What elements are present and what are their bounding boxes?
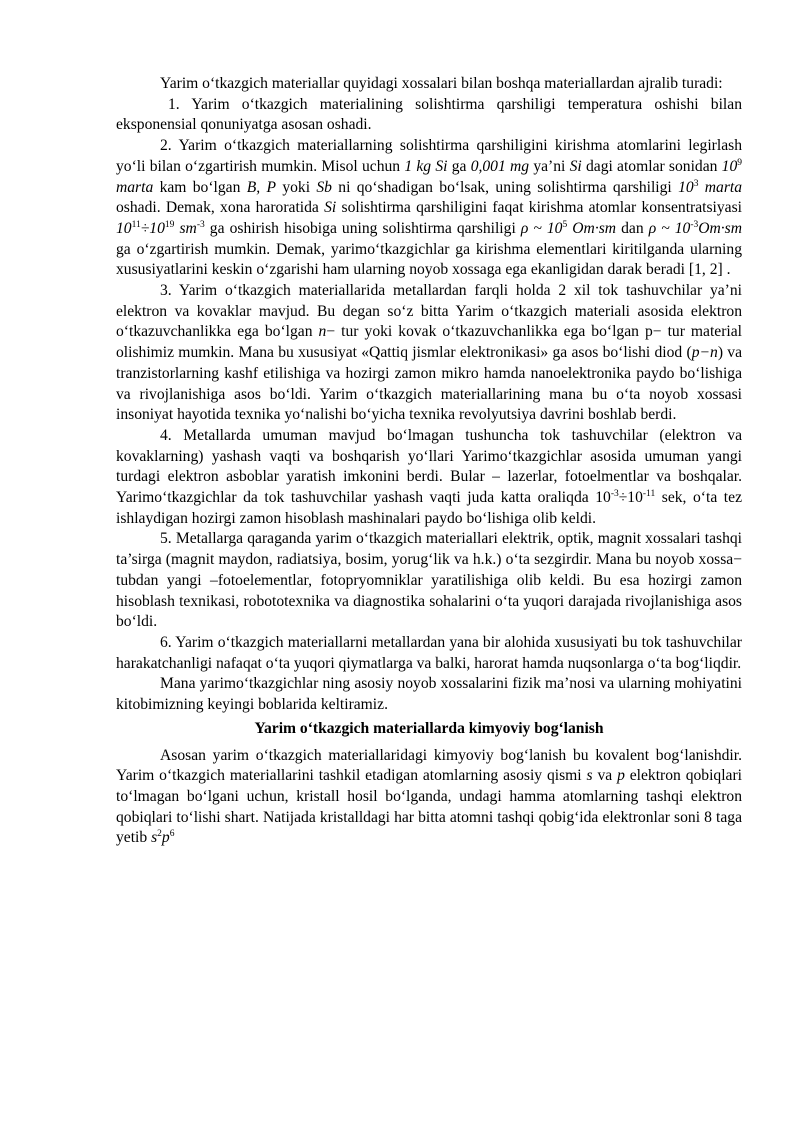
text-run: p (617, 767, 625, 785)
text-run: marta (116, 178, 154, 196)
text-run: ga (447, 157, 471, 175)
text-run: ) va tranzistorlarning kashf etilishiga va hozirgi zamon mikro hamda nanoelektronika paydo bo‘lishiga va rivojlanishiga asos bo‘ldi. Yarim o‘tkazgich materiallarining mana bu o‘ta noyob xossasi insoniyat hayotida texnika yo‘nalishi bo‘yicha texnika revolyutsiya davrini boshlab berdi. (116, 344, 742, 424)
paragraph-property-3 (116, 281, 742, 426)
text-run: 4. Metallarda umuman mavjud bo‘lmagan tushuncha tok tashuvchilar (elektron va kovaklarning) yashash vaqti va boshqarish yo‘llari Yarimo‘tkazgichlar asosida umuman yangi turdagi elektron asboblar yaratish imkonini berdi. Bular – lazerlar, fotoelmentlar va boshqalar. Yarimo‘tkazgichlar da tok tashuvchilar yashash vaqti juda katta oraliqda 10 (116, 426, 742, 507)
text-run: marta (698, 178, 743, 196)
text-run: p (161, 829, 170, 847)
text-run: Om·sm (567, 219, 617, 237)
text-run: ni qo‘shadigan bo‘lsak, uning solishtirma qarshiligi (331, 178, 679, 196)
paragraph-chemical-bonding (116, 746, 742, 850)
text-run: 2. Yarim o‘tkazgich materiallarning solishtirma qarshiligini kirishma atomlarini legirlash yo‘li bilan o‘zgartirish mumkin. Misol uchun (116, 137, 742, 175)
text-run: sm (174, 219, 197, 237)
text-run: 10 (678, 178, 694, 196)
superscript: -3 (690, 219, 699, 230)
text-run: sek, o‘ta tez ishlaydigan hozirgi zamon hisoblash mashinalari paydo bo‘lishiga olib keldi. (116, 489, 742, 527)
paragraph-intro: Yarim o‘tkazgich materiallar quyidagi xossalari bilan boshqa materiallardan ajralib turadi: (160, 75, 723, 92)
superscript: 9 (737, 157, 743, 168)
paragraph-property-5: 5. Metallarga qaraganda yarim o‘tkazgich materiallari elektrik, optik, magnit xossalari tashqi ta’sirga (magnit maydon, radiatsiya, bosim, yorug‘lik va h.k.) o‘ta sezgirdir. Mana bu noyob xossa− tubdan yangi –fotoelementlar, fotopryomniklar yaratilishiga olib keldi. Bu esa hozirgi zamon hisoblash texnikasi, robototexnika va diagnostika sohalarini o‘ta yuqori darajada rivojlanishiga asos bo‘ldi. (116, 530, 742, 631)
text-run: 3. Yarim o‘tkazgich materiallarida metallardan farqli holda 2 xil tok tashuvchilar ya’ni elektron va kovaklar mavjud. Bu degan so‘z bitta Yarim o‘tkazgich materiali asosida elektron o‘tkazuvchanlikka ega bo‘lgan (116, 282, 742, 341)
superscript: -3 (196, 219, 205, 230)
text-run: Si (324, 199, 337, 217)
superscript: 3 (693, 178, 699, 189)
text-run: ÷10 (140, 219, 165, 237)
text-run: Si (569, 157, 582, 175)
text-run: 10 (116, 219, 132, 237)
text-run: elektron qobiqlari to‘lmagan bo‘lgani uchun, kristall hosil bo‘lganda, undagi hamma atomlarning tashqi elektron qobiqlari to‘lishi shart. Natijada kristalldagi har bitta atomni tashqi qobig‘ida elektronlar soni 8 taga yetib (116, 767, 743, 847)
superscript: 6 (169, 829, 175, 840)
text-run: Sb (316, 178, 332, 196)
text-run: yoki (276, 178, 317, 196)
paragraph-property-4 (116, 426, 742, 530)
paragraph-property-2 (116, 136, 742, 281)
text-run: ga oshirish hisobiga uning solishtirma qarshiligi (204, 219, 521, 237)
paragraph-property-6: 6. Yarim o‘tkazgich materiallarni metallardan yana bir alohida xususiyati bu tok tashuvchilar harakatchanligi nafaqat o‘ta yuqori qiymatlarga va balki, harorat hamda nuqsonlarga o‘ta bog‘liqdir. (116, 633, 742, 672)
superscript: 11 (131, 219, 141, 230)
text-run: B, P (246, 178, 276, 196)
text-run: 1 kg (404, 157, 432, 175)
superscript: 2 (157, 829, 162, 840)
text-run: 10 (721, 157, 738, 175)
paragraph-property-1: 1. Yarim o‘tkazgich materialining solishtirma qarshiligi temperatura oshishi bilan eksponensial qonuniyatga asosan oshadi. (116, 95, 742, 134)
text-run: dan (616, 219, 649, 237)
text-run: n (318, 323, 327, 341)
text-run: va (592, 767, 618, 785)
text-run: Asosan yarim o‘tkazgich materiallaridagi kimyoviy bog‘lanish bu kovalent bog‘lanishdir. Yarim o‘tkazgich materiallarini tashkil etadigan atomlarning asosiy qismi (116, 746, 742, 785)
text-run: kam bo‘lgan (153, 178, 247, 196)
text-run: ga o‘zgartirish mumkin. Demak, yarimo‘tkazgichlar ga kirishma elementlari kiritilganda ularning xususiyatlarini keskin o‘zgarishi ham ularning noyob xossaga ega ekanligidan darak beradi [1, 2] . (116, 240, 742, 279)
text-run: s (151, 829, 158, 847)
superscript: -3 (610, 489, 619, 500)
paragraph-conclusion: Mana yarimo‘tkazgichlar ning asosiy noyob xossalarini fizik ma’nosi va ularning mohiyatini kitobimizning keyingi boblarida keltiramiz. (116, 675, 742, 714)
superscript: 19 (164, 219, 175, 230)
text-run: solishtirma qarshiligini faqat kirishma atomlar konsentratsiyasi (336, 199, 742, 217)
text-run: ÷10 (618, 489, 643, 507)
text-run: 0,001 mg (470, 157, 530, 175)
text-run: dagi atomlar sonidan (581, 157, 722, 175)
section-heading: Yarim o‘tkazgich materiallarda kimyoviy bog‘lanish (254, 719, 604, 737)
text-run: oshadi. Demak, xona haroratida (116, 199, 325, 217)
text-run: p−n (691, 344, 718, 362)
document-page (116, 74, 742, 849)
text-run: − tur yoki kovak o‘tkazuvchanlikka ega bo‘lgan p− tur material olishimiz mumkin. Mana bu xususiyat «Qattiq jismlar elektronikasi» ga asos bo‘lishi diod ( (116, 323, 743, 362)
superscript: -11 (642, 489, 656, 500)
text-run: s (586, 767, 593, 785)
text-run: ya’ni (529, 157, 570, 175)
text-run: Om·sm (698, 219, 743, 237)
text-run: Si (435, 157, 448, 175)
text-run: ρ ~ 10 (520, 219, 563, 237)
superscript: 5 (562, 219, 568, 230)
text-run: ρ ~ 10 (648, 219, 691, 237)
